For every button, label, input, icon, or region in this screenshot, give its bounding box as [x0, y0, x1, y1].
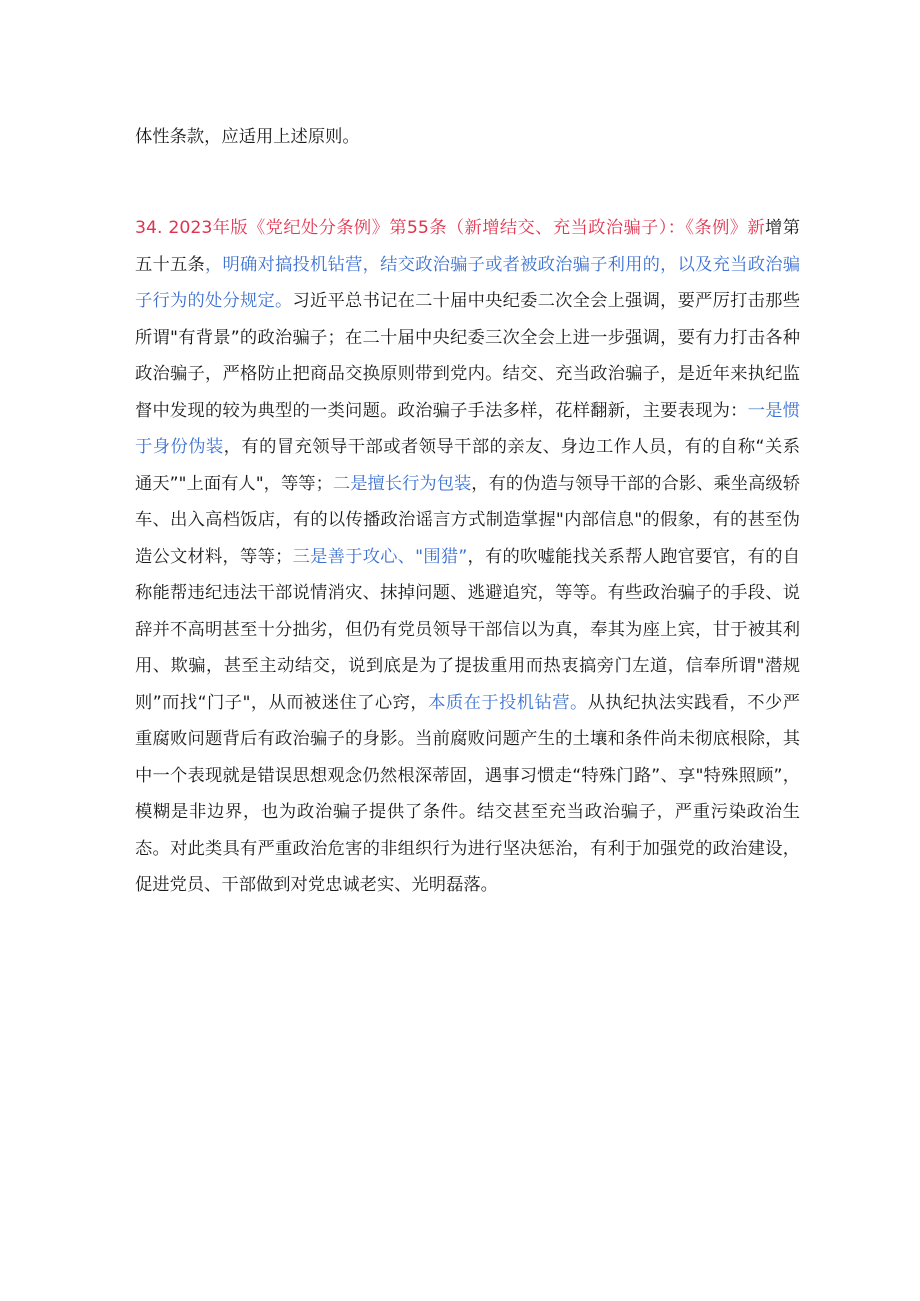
article-heading: 34. 2023年版《党纪处分条例》第55条（新增结交、充当政治骗子）：《条例》新	[135, 218, 766, 238]
paragraph-continuation-text: 体性条款，应适用上述原则。	[135, 127, 360, 147]
body-run-2: 习近平总书记在二十届中央纪委二次全会上强调，要严厉打击那些所谓"有背景”的政治骗子；在二十届中央纪委三次全会上进一步强调，要有力打击各种政治骗子，严格防止把商品交换原则带到党内。结交、充当政治骗子，是近年来执纪监督中发现的较为典型的一类问题。政治骗子手法多样，花样翻新，主要表现为：	[135, 291, 800, 421]
article-34-paragraph	[135, 210, 800, 904]
highlight-point-two: 二是擅长行为包装	[332, 473, 472, 494]
body-run-4: ，有的伪造与领导干部的合影、乘坐高级轿车、出入高档饭店，有的以传播政治谣言方式制造掌握"内部信息"的假象，有的甚至伪造公文材料，等等；	[135, 473, 800, 567]
highlight-point-one: 一是惯于身份伪装	[135, 400, 800, 457]
body-run-1: 增第五十五条	[135, 218, 800, 275]
paragraph-continuation	[135, 119, 800, 156]
body-run-5: ，有的吹嘘能找关系帮人跑官要官，有的自称能帮违纪违法干部说情消灾、抹掉问题、逃避追究，等等。有些政治骗子的手段、说辞并不高明甚至十分拙劣，但仍有党员领导干部信以为真，奉其为座上宾，甘于被其利用、欺骗，甚至主动结交，说到底是为了提拔重用而热衷搞旁门左道，信奉所谓"潜规则”而找“门子"，从而被迷住了心窍，	[135, 546, 800, 713]
highlight-provision: ，明确对搞投机钻营，结交政治骗子或者被政治骗子利用的，以及充当政治骗子行为的处分规定。	[135, 254, 800, 311]
highlight-point-three: 三是善于攻心、"围猎”	[292, 546, 468, 567]
body-run-3: ，有的冒充领导干部或者领导干部的亲友、身边工作人员，有的自称“关系通天”"上面有人"，等等；	[135, 437, 800, 494]
highlight-essence: 本质在于投机钻营。	[428, 692, 588, 713]
body-run-6: 从执纪执法实践看，不少严重腐败问题背后有政治骗子的身影。当前腐败问题产生的土壤和条件尚未彻底根除，其中一个表现就是错误思想观念仍然根深蒂固，遇事习惯走“特殊门路”、享"特殊照顾”，模糊是非边界，也为政治骗子提供了条件。结交甚至充当政治骗子，严重污染政治生态。对此类具有严重政治危害的非组织行为进行坚决惩治，有利于加强党的政治建设，促进党员、干部做到对党忠诚老实、光明磊落。	[135, 692, 800, 895]
